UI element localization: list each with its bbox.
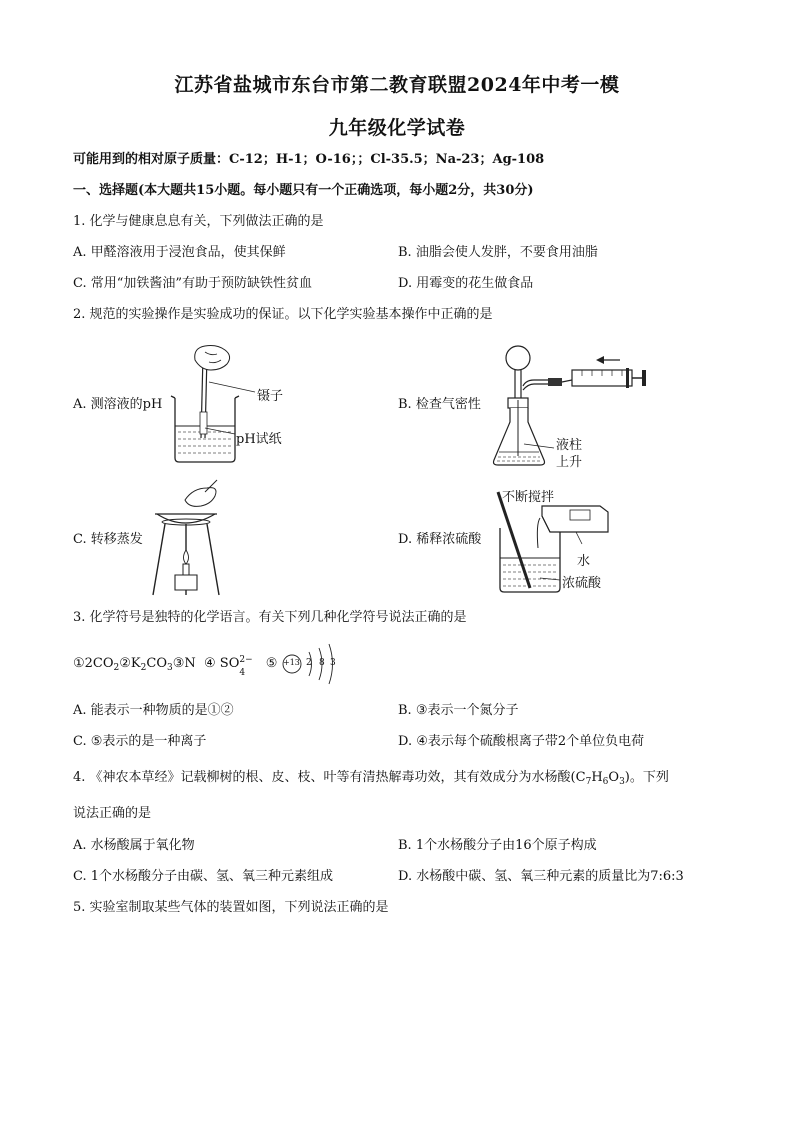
- symbol-4: ④ SO: [204, 656, 240, 671]
- question-4-option-a: A. 水杨酸属于氧化物: [73, 838, 195, 853]
- liquid-column-label: 液柱: [556, 438, 583, 453]
- question-3-option-d: D. ④表示每个硫酸根离子带2个单位负电荷: [398, 734, 645, 749]
- question-3-option-c: C. ⑤表示的是一种离子: [73, 734, 207, 749]
- question-3-option-b: B. ③表示一个氮分子: [398, 703, 519, 718]
- question-4-option-c: C. 1个水杨酸分子由碳、氢、氧三种元素组成: [73, 869, 334, 884]
- ph-paper-label: pH试纸: [236, 432, 282, 447]
- question-4-stem-cont: 说法正确的是: [73, 806, 152, 821]
- evaporation-figure: [145, 480, 255, 600]
- question-1-option-b: B. 油脂会使人发胖，不要食用油脂: [398, 245, 598, 260]
- question-2-option-b: B. 检查气密性: [398, 397, 481, 412]
- rise-label: 上升: [556, 455, 583, 470]
- exam-subtitle: 九年级化学试卷: [328, 117, 466, 139]
- nucleus-charge: +13: [283, 658, 300, 667]
- question-4-option-b: B. 1个水杨酸分子由16个原子构成: [398, 838, 597, 853]
- tweezers-label: 镊子: [257, 389, 284, 404]
- exam-title: 江苏省盐城市东台市第二教育联盟2024年中考一模: [174, 74, 620, 96]
- section-heading: 一、选择题(本大题共15小题。每小题只有一个正确选项，每小题2分，共30分): [73, 183, 534, 198]
- shell-2-electrons: 8: [319, 658, 325, 668]
- symbol-5: ⑤: [265, 656, 278, 671]
- question-4-option-d: D. 水杨酸中碳、氢、氧三种元素的质量比为7:6:3: [398, 869, 684, 884]
- chemical-symbols: $①2CO_2②K_2CO_3③N$ ④ SO 2− 4 ⑤: [73, 655, 278, 678]
- symbol-2: ②K: [119, 656, 141, 671]
- question-5-stem: 5. 实验室制取某些气体的装置如图，下列说法正确的是: [73, 900, 389, 915]
- question-1-option-a: A. 甲醛溶液用于浸泡食品，使其保鲜: [73, 245, 286, 260]
- stir-label: 不断搅拌: [502, 490, 555, 505]
- question-2-stem: 2. 规范的实验操作是实验成功的保证。以下化学实验基本操作中正确的是: [73, 307, 493, 322]
- atomic-masses: 可能用到的相对原子质量：C-12；H-1；O-16；；Cl-35.5；Na-23；Ag-108: [73, 152, 545, 167]
- salicylic-acid-formula: $(C_7H_6O_3)$: [570, 770, 630, 787]
- question-3-stem: 3. 化学符号是独特的化学语言。有关下列几种化学符号说法正确的是: [73, 610, 467, 625]
- question-1-option-d: D. 用霉变的花生做食品: [398, 276, 534, 291]
- shell-1-electrons: 2: [306, 658, 312, 668]
- water-label: 水: [577, 554, 591, 569]
- question-1-stem: 1. 化学与健康息息有关，下列做法正确的是: [73, 214, 324, 229]
- question-1-option-c: C. 常用“加铁酱油”有助于预防缺铁性贫血: [73, 276, 313, 291]
- conc-sulfuric-label: 浓硫酸: [562, 576, 602, 591]
- symbol-3: ③N: [172, 656, 196, 671]
- question-4-stem: 4. 《神农本草经》记载柳树的根、皮、枝、叶等有清热解毒功效，其有效成分为水杨酸$(C_7H_6O_3)$。下列: [73, 770, 669, 787]
- symbol-1: ①2CO: [73, 656, 114, 671]
- question-2-option-a: A. 测溶液的pH: [73, 397, 163, 412]
- question-2-option-c: C. 转移蒸发: [73, 532, 143, 547]
- shell-3-electrons: 3: [330, 658, 336, 668]
- question-3-option-a: A. 能表示一种物质的是①②: [73, 703, 234, 718]
- question-2-option-d: D. 稀释浓硫酸: [398, 532, 482, 547]
